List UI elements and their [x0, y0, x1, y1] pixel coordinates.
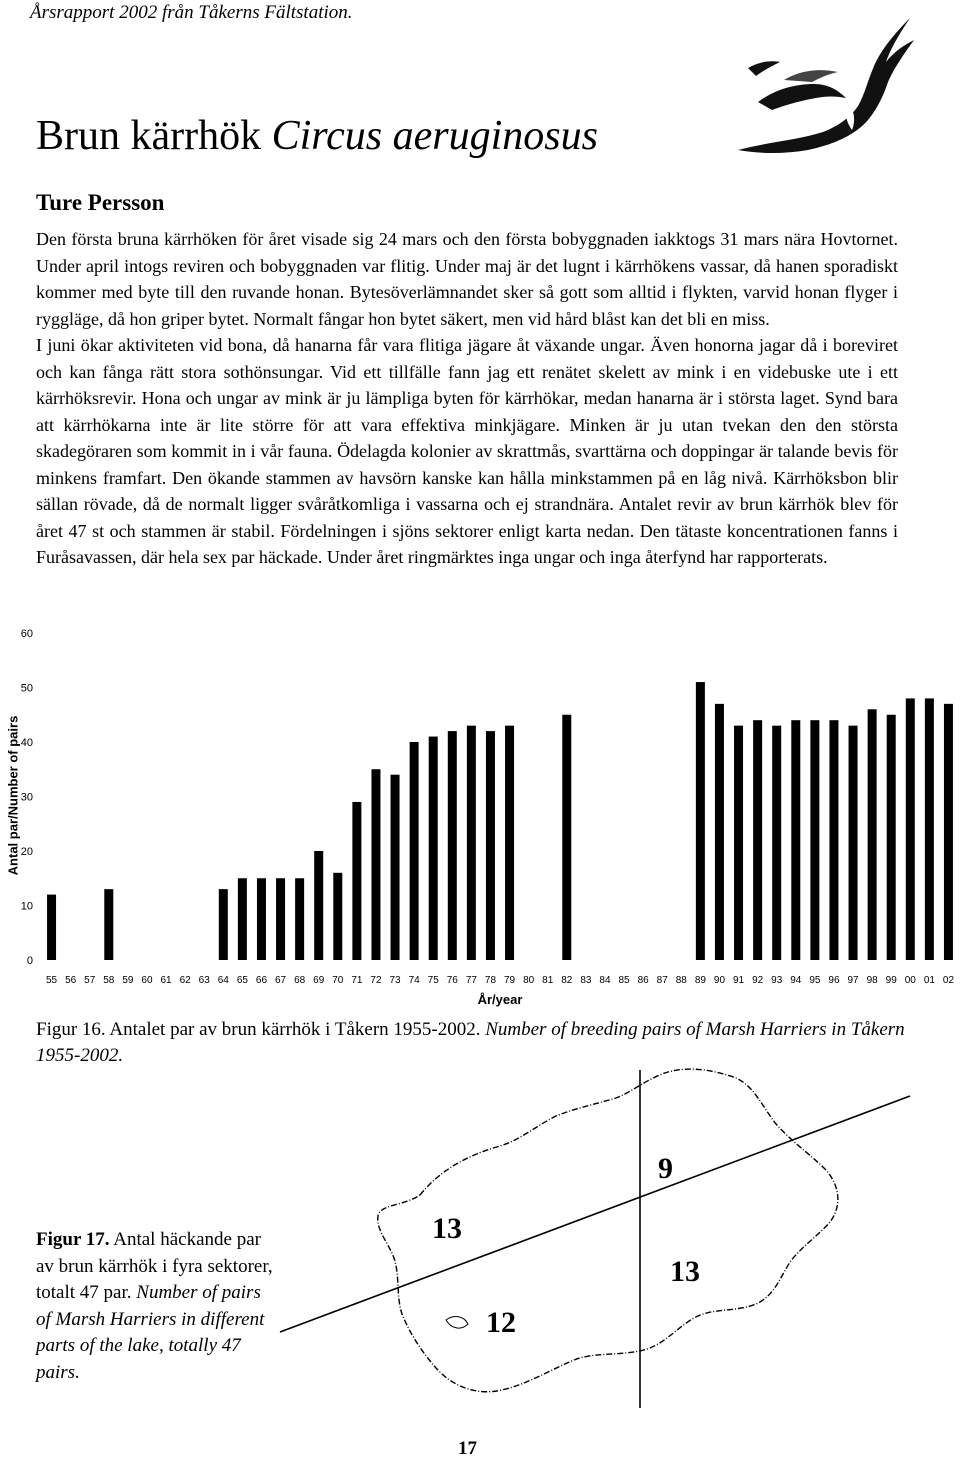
x-tick-label: 68: [294, 975, 306, 986]
x-tick-label: 96: [828, 975, 840, 986]
bar: [391, 775, 400, 960]
author: Ture Persson: [36, 190, 165, 215]
bar: [715, 704, 724, 960]
bar: [314, 851, 323, 960]
bar: [47, 895, 56, 960]
y-tick-label: 50: [20, 682, 33, 695]
sector-e-count: 13: [670, 1255, 700, 1288]
x-tick-label: 75: [427, 975, 439, 986]
x-tick-label: 99: [885, 975, 897, 986]
figure-17-text-sv: Antal häckande par av brun kärrhök i fyra sektorer, totalt 47 par.: [36, 1229, 273, 1303]
bar: [467, 726, 476, 960]
x-tick-label: 64: [217, 975, 229, 986]
bar: [410, 742, 419, 960]
bar: [562, 715, 571, 960]
x-tick-label: 93: [771, 975, 783, 986]
x-tick-label: 61: [160, 975, 172, 986]
bar: [429, 737, 438, 960]
x-tick-label: 62: [179, 975, 191, 986]
x-tick-label: 55: [45, 975, 58, 986]
x-tick-label: 00: [904, 975, 916, 986]
paragraph-2: I juni ökar aktiviteten vid bona, då hanarna får vara flitiga jägare åt växande ungar. Även honorna jagar då i boreviret och kan fånga rätt stora sothönsungar. Vid ett tillfälle fann jag ett renätet skelett av mink i en videbuske ute i ett kärrhöksrevir. Hona och ungar av mink är ju lämpliga byten för kärrhökar, medan hanarna är i största laget. Synd bara att kärrhökarna inte är lite större för att vara effektiva minkjägare. Minken är ju utan tvekan den den största skadegöraren som kommit in i vår fauna. Ödelagda kolonier av skrattmås, svarttärna och doppingar är talande bevis för minkens framfart. Den ökande stammen av havsörn kanske kan hålla minkstammen på en låg nivå. Kärrhöksbon blir sällan rövade, då de normalt ligger svåråtkomliga i vassarna och ej strandnära. Antalet revir av brun kärrhök blev för året 47 st och stammen är stabil. Fördelningen i sjöns sektorer enligt karta nedan. Den tätaste koncentrationen fanns i Furåsavassen, där hela sex par häckade. Under året ringmärktes inga ungar och inga återfynd har rapporterats.: [36, 335, 898, 567]
y-tick-label: 20: [20, 846, 33, 858]
x-tick-label: 72: [370, 975, 382, 986]
bar: [829, 720, 838, 960]
x-tick-label: 63: [198, 975, 210, 986]
x-tick-label: 60: [141, 975, 153, 986]
lake-sector-map: [270, 1050, 930, 1420]
x-tick-label: 65: [236, 975, 248, 986]
x-tick-label: 79: [503, 975, 516, 986]
x-tick-label: 84: [599, 975, 611, 986]
x-tick-label: 01: [923, 975, 935, 986]
x-tick-label: 94: [790, 975, 802, 986]
bar: [810, 720, 819, 960]
running-header: Årsrapport 2002 från Tåkerns Fältstation.: [30, 2, 353, 23]
bar: [753, 720, 762, 960]
title-common-name: Brun kärrhök: [36, 113, 272, 159]
x-tick-label: 71: [351, 975, 363, 986]
y-tick-label: 10: [20, 900, 33, 913]
lake-island: [446, 1317, 468, 1329]
x-tick-label: 73: [389, 975, 401, 986]
x-tick-label: 58: [103, 975, 115, 986]
x-tick-label: 56: [65, 975, 77, 986]
sector-ne-count: 9: [658, 1152, 673, 1185]
bar: [772, 726, 781, 960]
x-tick-label: 90: [713, 975, 726, 986]
bar: [276, 878, 285, 960]
x-tick-label: 77: [465, 975, 477, 986]
sector-s-count: 12: [486, 1306, 516, 1339]
bar: [486, 731, 495, 960]
title-latin-name: Circus aeruginosus: [271, 113, 598, 159]
sector-nw-count: 13: [432, 1212, 462, 1245]
x-tick-label: 57: [84, 975, 96, 986]
x-tick-label: 67: [274, 975, 287, 986]
page-number: 17: [458, 1438, 477, 1459]
x-tick-label: 95: [809, 975, 821, 986]
bar: [352, 802, 361, 960]
x-tick-label: 78: [484, 975, 497, 986]
bar: [505, 726, 514, 960]
y-tick-label: 30: [20, 791, 33, 804]
x-axis-label: År/year: [477, 992, 523, 1007]
x-tick-label: 97: [847, 975, 859, 986]
bar: [925, 698, 934, 960]
x-tick-label: 66: [255, 975, 268, 986]
bar: [219, 889, 228, 960]
y-tick-label: 40: [20, 737, 33, 749]
bar: [696, 682, 705, 960]
x-tick-label: 82: [561, 975, 573, 986]
bar: [734, 726, 743, 960]
y-tick-label: 0: [26, 955, 33, 967]
x-tick-label: 86: [637, 975, 649, 986]
figure-16-label: Figur 16.: [36, 1019, 106, 1040]
bar: [906, 698, 915, 960]
bar: [944, 704, 953, 960]
x-tick-label: 69: [313, 975, 325, 986]
x-tick-label: 70: [332, 975, 344, 986]
y-tick-label: 60: [20, 628, 33, 640]
bar: [333, 873, 342, 960]
figure-16-text-sv: Antalet par av brun kärrhök i Tåkern 1955-2002.: [105, 1019, 486, 1040]
bar: [448, 731, 457, 960]
x-tick-label: 81: [542, 975, 554, 986]
x-tick-label: 83: [580, 975, 592, 986]
x-tick-label: 92: [752, 975, 764, 986]
x-tick-label: 80: [523, 975, 535, 986]
x-tick-label: 85: [618, 975, 630, 986]
bar: [238, 878, 247, 960]
figure-16-text-en: Number of breeding pairs of Marsh Harriers in Tåkern 1955-2002.: [36, 1019, 905, 1066]
x-tick-label: 91: [732, 975, 745, 986]
x-tick-label: 59: [122, 975, 134, 986]
x-tick-label: 74: [408, 975, 420, 986]
bar: [887, 715, 896, 960]
x-tick-label: 98: [866, 975, 878, 986]
paragraph-1: Den första bruna kärrhöken för året visade sig 24 mars och den första bobyggnaden iakktogs 31 mars nära Hovtornet. Under april intogs reviren och bobyggnaden var flitig. Under maj är det lugnt i kärrhökens vassar, då hanen sporadiskt kommer med byte till den ruvande honan. Bytesöverlämnandet sker så gott som alltid i flykten, varvid honan flyger i ryggläge, då hon griper bytet. Normalt fångar hon bytet säkert, men vid hård blåst kan det bli en miss.: [36, 229, 898, 329]
x-tick-label: 87: [656, 975, 668, 986]
bar: [868, 709, 877, 960]
sector-divider-diagonal: [280, 1096, 910, 1332]
bar: [257, 878, 266, 960]
x-tick-label: 88: [675, 975, 687, 986]
x-tick-label: 02: [942, 975, 955, 986]
x-tick-label: 76: [446, 975, 458, 986]
figure-17-label: Figur 17.: [36, 1229, 110, 1250]
x-tick-label: 89: [694, 975, 706, 986]
bar: [371, 769, 380, 960]
bar: [791, 720, 800, 960]
bar: [104, 889, 113, 960]
bar: [295, 878, 304, 960]
y-axis-label: Antal par/Number of pairs: [5, 715, 21, 876]
bar: [849, 726, 858, 960]
figure-17-text-en: Number of pairs of Marsh Harriers in different parts of the lake, totally 47 pairs.: [36, 1282, 265, 1383]
figure-17-caption: [36, 1227, 276, 1386]
